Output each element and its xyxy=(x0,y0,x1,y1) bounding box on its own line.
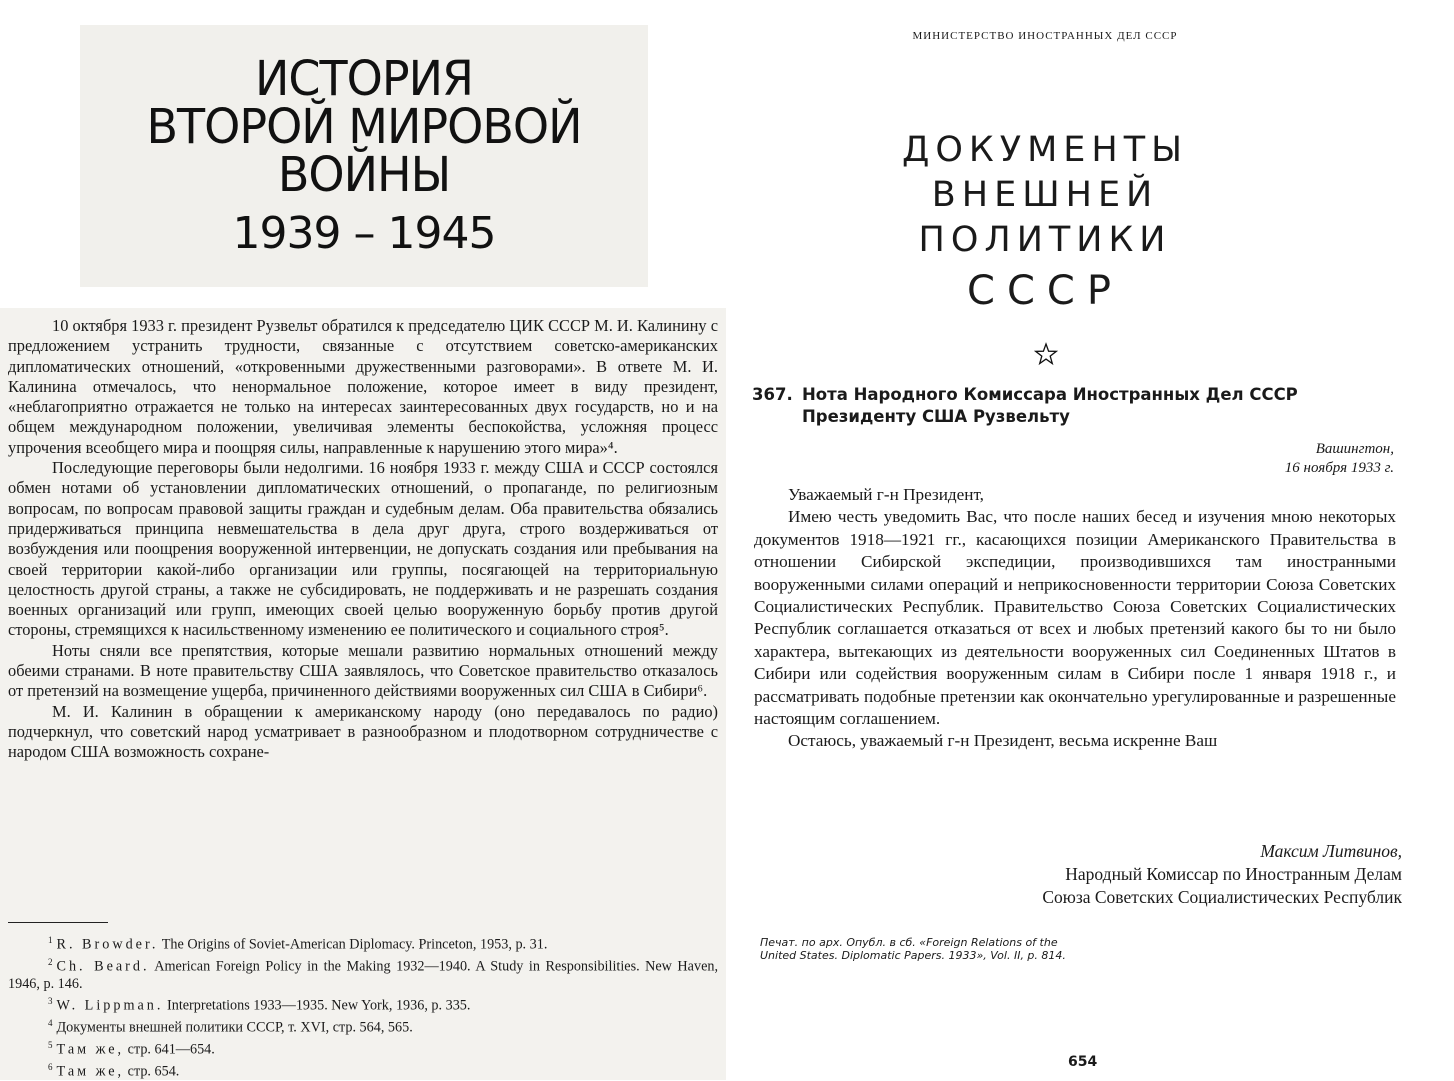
footnote-number: 2 xyxy=(48,956,53,967)
note-heading xyxy=(752,384,1408,428)
footnotes xyxy=(8,932,718,1081)
note-number: 367. xyxy=(752,385,793,404)
footnote-text: The Origins of Soviet-American Diplomacy. Princeton, 1953, p. 31. xyxy=(161,936,548,953)
footnote-text: American Foreign Policy in the Making 1932—1940. A Study in Responsibilities. New Haven, 1946, p. 146. xyxy=(8,958,719,992)
signer-title-line-2: Союза Советских Социалистических Республик xyxy=(1042,887,1402,907)
footnote-text: стр. 654. xyxy=(127,1063,180,1080)
footnote xyxy=(8,993,718,1015)
document-title-line-2: ВНЕШНЕЙ xyxy=(931,175,1159,215)
footnote xyxy=(8,954,718,993)
footnote-number: 6 xyxy=(48,1061,53,1072)
document-page xyxy=(740,0,1454,1080)
footnote-number: 1 xyxy=(48,935,53,945)
signer-name: Максим Литвинов, xyxy=(1260,841,1402,861)
footnote-author: Там же, xyxy=(56,1041,125,1058)
footnote-number: 3 xyxy=(48,996,53,1007)
letter-body xyxy=(754,484,1396,753)
footnote-text: Interpretations 1933—1935. New York, 1936, p. 335. xyxy=(167,997,471,1014)
letter-closing: Остаюсь, уважаемый г-н Президент, весьма искренне Ваш xyxy=(788,731,1218,751)
history-paragraph-1: 10 октября 1933 г. президент Рузвельт обратился к председателю ЦИК СССР М. И. Калинину с предложением устранить трудности, связанные с отсутствием советско-американских дипломатических отношений, «откровенными дружественными разговорами». В ответе М. И. Калинина отмечалось, что ненормальное положение, которое имеет в виду президент, «неблагоприятно отражается не только на интересах заинтересованных двух государств, но и на общем международном положении, увеличивая элементы беспокойства, усложняя процесс упрочения всеобщего мира и поощряя силы, направленные к нарушению этого мира»⁴. xyxy=(8,316,718,457)
history-paragraph-4: М. И. Калинин в обращении к американскому народу (оно передавалось по радио) подчеркнул, что советский народ усматривает в разнообразном и плодотворном сотрудничестве с народом США возможность сохране- xyxy=(8,701,718,762)
letter-salutation: Уважаемый г-н Президент, xyxy=(788,485,984,504)
history-paragraph-3: Ноты сняли все препятствия, которые мешали развитию нормальных отношений между обеими странами. В ноте правительству США заявлялось, что Советское правительство отказалось от претензий на возмещение ущерба, причиненного действиями вооруженных сил США в Сибири⁶. xyxy=(8,640,718,701)
ministry-header: МИНИСТЕРСТВО ИНОСТРАННЫХ ДЕЛ СССР xyxy=(912,30,1178,42)
footnote xyxy=(8,1037,718,1059)
footnote xyxy=(8,1015,718,1037)
footnote-author: Ch. Beard. xyxy=(56,958,150,975)
book-title-years: 1939 – 1945 xyxy=(232,207,496,259)
note-title-line-1: Нота Народного Комиссара Иностранных Дел СССР xyxy=(802,385,1298,404)
footnote-text: Документы внешней политики СССР, т. XVI, стр. 564, 565. xyxy=(56,1019,413,1036)
footnote-number: 4 xyxy=(48,1018,53,1029)
star-icon xyxy=(1034,342,1058,366)
footnote-text: стр. 641—654. xyxy=(127,1041,215,1058)
book-title-line-2: ВТОРОЙ МИРОВОЙ xyxy=(146,97,582,154)
history-body xyxy=(8,316,718,763)
document-title-line-1: ДОКУМЕНТЫ xyxy=(902,130,1188,170)
history-paragraph-2: Последующие переговоры были недолгими. 16 ноября 1933 г. между США и СССР состоялся обмен нотами об установлении дипломатических отношений, о пропаганде, по религиозным вопросам, по вопросам правовой защиты граждан и судебным делам. Оба правительства обязались придерживаться принципа невмешательства в дела друг друга, строго воздерживаться от возбуждения или поощрения вооруженной интервенции, не допускать создания или пребывания на своей территории какой-либо организации или группы, посягающей на территориальную целостность другой страны, а также не субсидировать, не поддерживать и не разрешать создания военных организаций или групп, имеющих своей целью вооруженную борьбу против другой стороны, стремящихся к насильственному изменению ее политического и социального строя⁵. xyxy=(8,458,718,640)
book-title-line-3: ВОЙНЫ xyxy=(277,145,451,202)
signer-title-line-1: Народный Комиссар по Иностранным Делам xyxy=(1065,864,1402,884)
book-title-line-1: ИСТОРИЯ xyxy=(255,49,473,106)
footnote xyxy=(8,932,718,954)
footnote-author: R. Browder. xyxy=(56,936,159,953)
document-title-line-3: ПОЛИТИКИ xyxy=(918,220,1172,260)
document-collection-title xyxy=(740,128,1350,319)
book-title-plate xyxy=(80,25,648,287)
footnote-divider xyxy=(8,922,108,923)
footnote-author: Там же, xyxy=(56,1063,125,1080)
note-date: 16 ноября 1933 г. xyxy=(1284,460,1394,476)
note-place: Вашингтон, xyxy=(1315,441,1394,457)
letter-main-text: Имею честь уведомить Вас, что после наших бесед и изучения мною некоторых документов 1918—1921 гг., касающихся позиции Американского Правительства в отношении Сибирской экспедиции, производившихся там иностранными вооруженными силами операций и неприкосновенности территории Союза Советских Социалистических Республик. Правительство Союза Советских Социалистических Республик соглашается отказаться от всех и любых претензий какого бы то ни было характера, вытекающих из деятельности вооруженных сил Соединенных Штатов в Сибири или содействия вооруженным силам в Сибири после 1 января 1918 г., и рассматривать подобные претензии как окончательно урегулированные и разрешенные настоящим соглашением. xyxy=(754,507,1396,729)
source-note: Печат. по арх. Опубл. в сб. «Foreign Relations of the United States. Diplomatic Papers. 1933», Vol. II, p. 814. xyxy=(760,936,1066,962)
footnote-author: W. Lippman. xyxy=(56,997,164,1014)
footnote xyxy=(8,1059,718,1081)
note-title-line-2: Президенту США Рузвельту xyxy=(802,407,1070,426)
page-number: 654 xyxy=(1068,1054,1098,1070)
signature-block xyxy=(1042,840,1402,909)
history-page xyxy=(0,308,726,1080)
document-title-line-4: СССР xyxy=(967,268,1123,314)
place-date xyxy=(1285,440,1394,478)
footnote-number: 5 xyxy=(48,1039,53,1050)
